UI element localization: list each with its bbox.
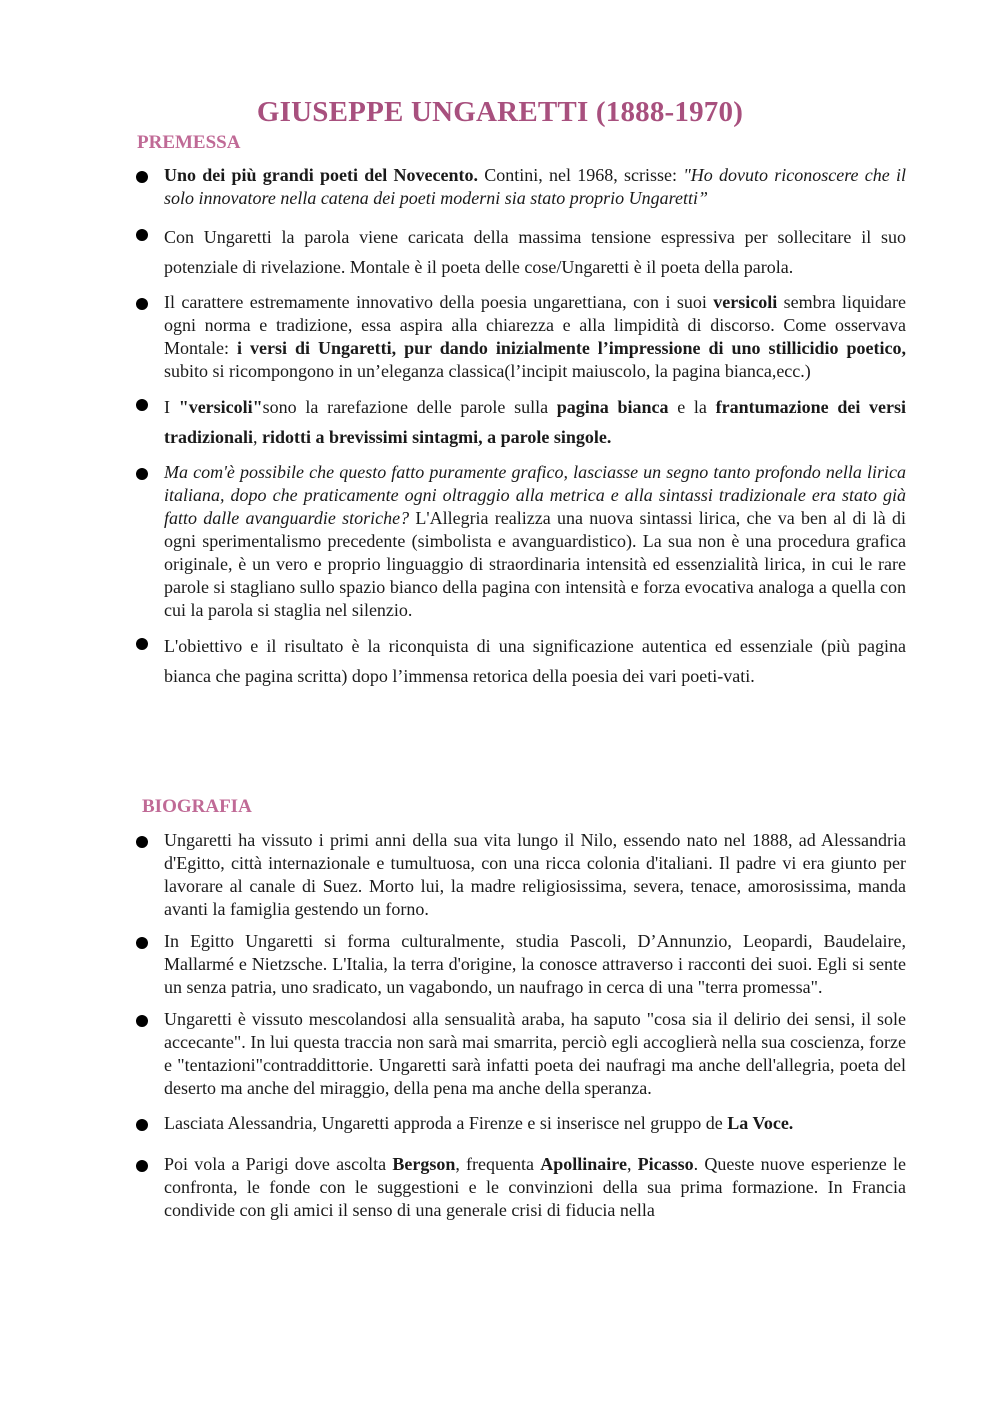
bullet-icon — [136, 1119, 148, 1131]
text-run: Il carattere estremamente innovativo della poesia ungarettiana, con i suoi — [164, 292, 714, 312]
text-run: I — [164, 397, 179, 417]
list-item — [136, 392, 906, 452]
section-heading-biografia: BIOGRAFIA — [142, 796, 252, 817]
bullet-icon — [136, 229, 148, 241]
text-run: "versicoli" — [178, 397, 263, 417]
text-run: . Queste nuove esperienze le confronta, le fonde con le suggestioni e le convinzioni della sua prima formazione. In Francia condivide con gli amici il senso di una generale crisi di fiducia nella — [164, 1154, 906, 1220]
bullet-icon — [136, 171, 148, 183]
list-item — [136, 222, 906, 282]
bullet-icon — [136, 1015, 148, 1027]
text-run: versicoli — [713, 292, 778, 312]
text-run: sono la rarefazione delle parole sulla — [262, 397, 557, 417]
quote-text: "Ho dovuto riconoscere che il solo innovatore nella catena dei poeti moderni sia stato proprio Ungaretti” — [164, 165, 906, 208]
text-run: ridotti a brevissimi sintagmi, a parole singole. — [262, 427, 612, 447]
bullet-icon — [136, 1160, 148, 1172]
list-item — [136, 291, 906, 383]
text-run: Ungaretti è vissuto mescolandosi alla sensualità araba, ha saputo "cosa sia il delirio dei sensi, il sole accecante". In lui questa traccia non sarà mai smarrita, perciò egli accoglierà nella sua coscienza, forze e "tentazioni"contraddittorie. Ungaretti sarà infatti poeta dei naufragi ma anche dell'allegria, poeta del deserto ma anche del miraggio, della pena ma anche della speranza. — [164, 1009, 906, 1098]
question-text: Ma com'è possibile che questo fatto puramente grafico, lasciasse un segno tanto profondo nella lirica italiana, dopo che praticamente ogni oltraggio alla metrica e alla sintassi tradizionale era stato già fatto dalle avanguardie storiche? — [164, 462, 906, 528]
biografia-list — [136, 829, 906, 1231]
list-item — [136, 1008, 906, 1100]
premessa-list — [136, 164, 906, 700]
list-item — [136, 829, 906, 921]
bullet-icon — [136, 836, 148, 848]
bullet-icon — [136, 638, 148, 650]
list-item — [136, 461, 906, 622]
text-run: In Egitto Ungaretti si forma culturalmente, studia Pascoli, D’Annunzio, Leopardi, Baudelaire, Mallarmé e Nietzsche. L'Italia, la terra d'origine, la conosce attraverso i racconti dei suoi. Egli si sente un senza patria, uno sradicato, un vagabondo, un naufrago in cerca di una "terra promessa". — [164, 931, 906, 997]
paragraph — [164, 392, 906, 452]
section-heading-premessa: PREMESSA — [137, 132, 241, 153]
list-item — [136, 1153, 906, 1222]
text-run: , — [253, 427, 262, 447]
list-item — [136, 930, 906, 999]
bullet-icon — [136, 399, 148, 411]
text-run: Apollinaire — [540, 1154, 627, 1174]
text-run: pagina bianca — [556, 397, 669, 417]
paragraph — [164, 164, 906, 210]
text-run: Uno dei più grandi poeti del Novecento. — [164, 165, 478, 185]
paragraph — [164, 930, 906, 999]
paragraph — [164, 222, 906, 282]
text-run: subito si ricompongono in un’eleganza classica(l’incipit maiuscolo, la pagina bianca,ecc.) — [164, 361, 811, 381]
text-run: La Voce. — [727, 1113, 794, 1133]
paragraph — [164, 461, 906, 622]
bullet-icon — [136, 298, 148, 310]
text-run: Picasso — [637, 1154, 694, 1174]
text-run: Contini, nel 1968, scrisse: — [477, 165, 684, 185]
text-run: , — [626, 1154, 638, 1174]
text-run: L'obiettivo e il risultato è la riconquista di una significazione autentica ed essenziale (più pagina bianca che pagina scritta) dopo l’immensa retorica della poesia dei vari poeti-vati. — [164, 636, 906, 686]
text-run: Con Ungaretti la parola viene caricata della massima tensione espressiva per sollecitare il suo potenziale di rivelazione. Montale è il poeta delle cose/Ungaretti è il poeta della parola. — [164, 227, 906, 277]
text-run: i versi di Ungaretti, pur dando inizialmente l’impressione di uno stillicidio poetico, — [236, 338, 906, 358]
text-run: e la — [668, 397, 716, 417]
paragraph — [164, 291, 906, 383]
paragraph — [164, 829, 906, 921]
paragraph — [164, 1153, 906, 1222]
bullet-icon — [136, 468, 148, 480]
text-run: Bergson — [392, 1154, 456, 1174]
paragraph — [164, 1008, 906, 1100]
list-item — [136, 164, 906, 210]
text-run: Ungaretti ha vissuto i primi anni della sua vita lungo il Nilo, essendo nato nel 1888, ad Alessandria d'Egitto, città internazionale e tumultuosa, con una ricca colonia d'italiani. Il padre vi era giunto per lavorare al canale di Suez. Morto lui, la madre religiosissima, severa, tenace, amorosissima, manda avanti la famiglia gestendo un forno. — [164, 830, 906, 919]
paragraph — [164, 631, 906, 691]
text-run: , frequenta — [455, 1154, 541, 1174]
text-run: sembra liquidare ogni norma e tradizione, essa aspira alla chiarezza e alla limpidità di discorso. Come osservava Montale: — [164, 292, 906, 358]
bullet-icon — [136, 937, 148, 949]
text-run: Poi vola a Parigi dove ascolta — [164, 1154, 393, 1174]
page-title: GIUSEPPE UNGARETTI (1888-1970) — [256, 96, 744, 128]
paragraph — [164, 1112, 906, 1135]
text-run: Lasciata Alessandria, Ungaretti approda a Firenze e si inserisce nel gruppo de — [164, 1113, 728, 1133]
list-item — [136, 1112, 906, 1135]
text-run: frantumazione dei versi tradizionali — [164, 397, 907, 447]
list-item — [136, 631, 906, 691]
text-run: L'Allegria realizza una nuova sintassi lirica, che va ben al di là di ogni sperimentalismo precedente (simbolista e avanguardistico). La sua non è una procedura grafica originale, è un vero e proprio linguaggio di straordinaria intensità ed essenzialità lirica, in cui le rare parole si stagliano sullo spazio bianco della pagina con intensità e forza evocativa analoga a quella con cui la parola si staglia nel silenzio. — [164, 508, 906, 620]
